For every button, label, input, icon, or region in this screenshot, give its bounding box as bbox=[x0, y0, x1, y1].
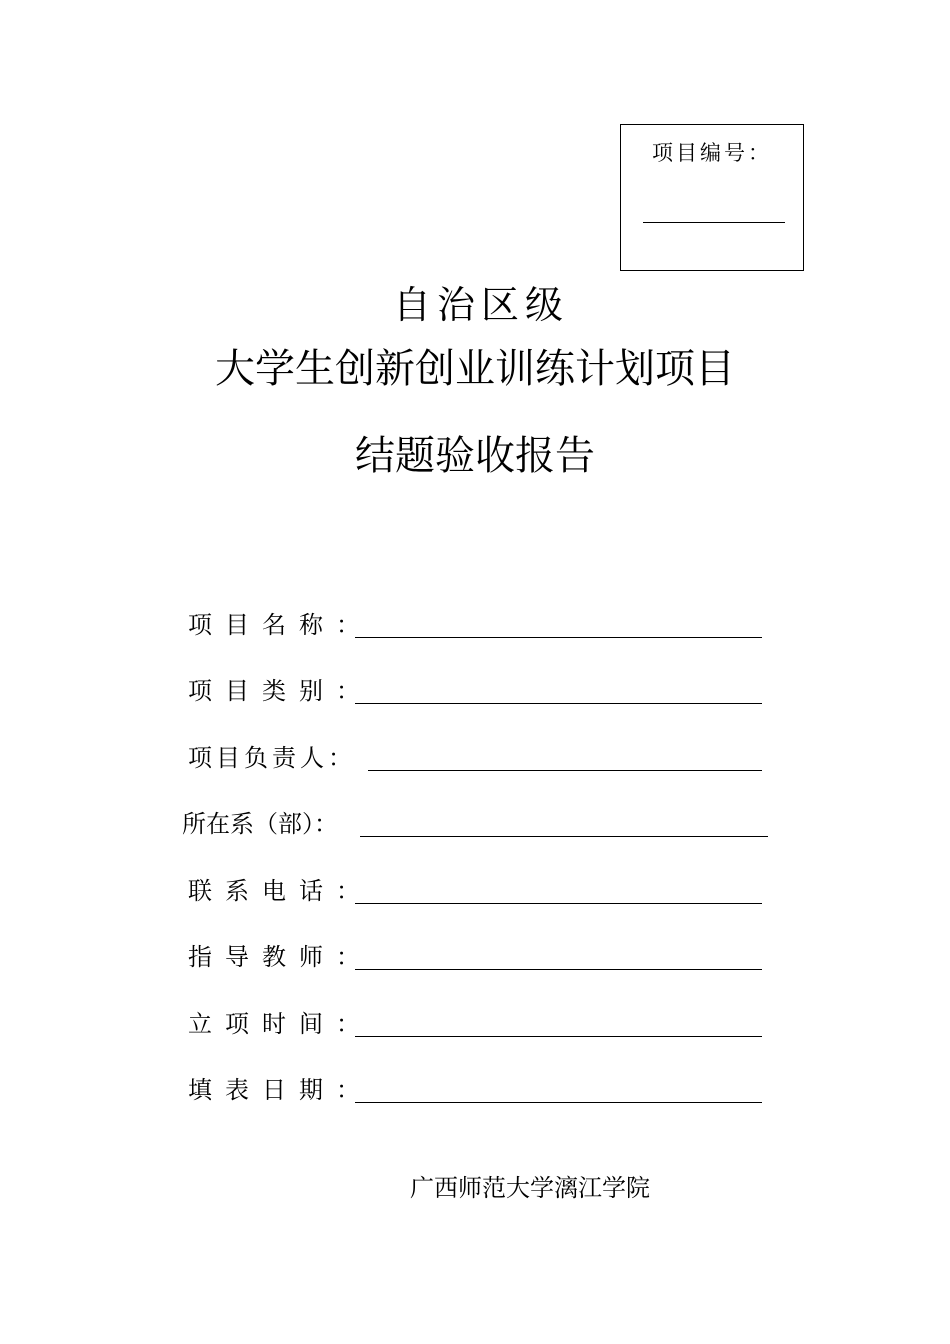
field-label: 项目负责人： bbox=[188, 744, 356, 772]
document-level: 自治区级 bbox=[392, 283, 569, 327]
field-project-name bbox=[188, 604, 788, 644]
document-title: 大学生创新创业训练计划项目 bbox=[215, 346, 735, 392]
document-subtitle: 结题验收报告 bbox=[355, 433, 595, 479]
field-blank-line bbox=[355, 903, 762, 904]
field-blank-line bbox=[360, 836, 768, 837]
field-label: 所在系（部）： bbox=[182, 810, 338, 838]
organization-name: 广西师范大学漓江学院 bbox=[410, 1174, 650, 1202]
field-project-category bbox=[188, 670, 788, 710]
field-blank-line bbox=[355, 703, 762, 704]
field-department bbox=[182, 803, 788, 843]
field-blank-line bbox=[355, 637, 762, 638]
field-label: 指导教师： bbox=[188, 943, 373, 971]
field-label: 填表日期： bbox=[188, 1076, 373, 1104]
field-fill-date bbox=[188, 1069, 788, 1109]
field-project-leader bbox=[188, 737, 788, 777]
project-number-blank bbox=[643, 222, 785, 223]
field-blank-line bbox=[355, 1102, 762, 1103]
field-phone bbox=[188, 870, 788, 910]
project-number-label: 项目编号： bbox=[652, 141, 772, 165]
field-label: 项目名称： bbox=[188, 611, 373, 639]
field-label: 项目类别： bbox=[188, 677, 373, 705]
project-number-box bbox=[620, 124, 804, 271]
field-approval-date bbox=[188, 1003, 788, 1043]
field-blank-line bbox=[355, 1036, 762, 1037]
field-blank-line bbox=[355, 969, 762, 970]
field-advisor bbox=[188, 936, 788, 976]
field-label: 立项时间： bbox=[188, 1010, 373, 1038]
field-label: 联系电话： bbox=[188, 877, 373, 905]
field-blank-line bbox=[368, 770, 762, 771]
